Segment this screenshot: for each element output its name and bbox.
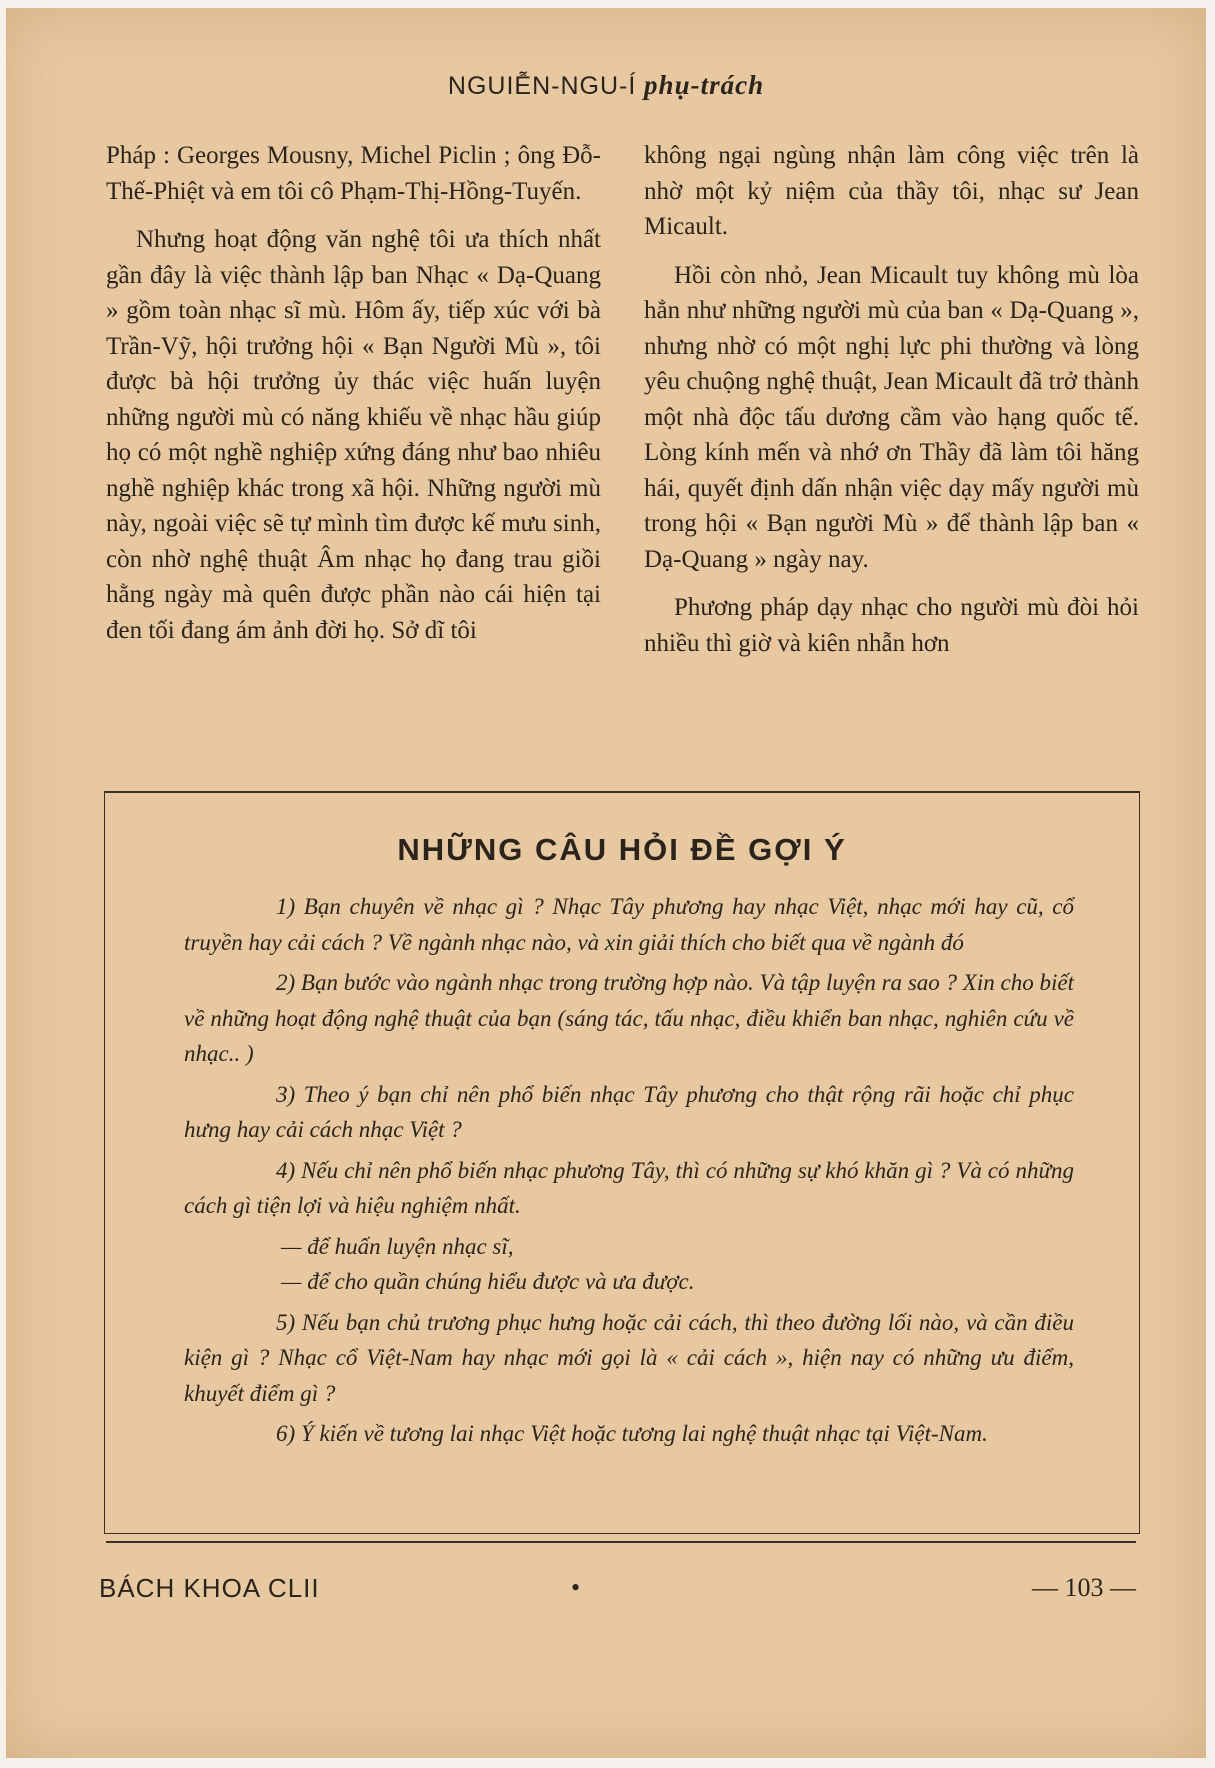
right-column xyxy=(644,138,1139,661)
magazine-issue: BÁCH KHOA CLII xyxy=(99,1573,320,1603)
questions-list xyxy=(184,889,1074,1457)
author-role: phụ-trách xyxy=(644,70,765,100)
question-1: 1) Bạn chuyên về nhạc gì ? Nhạc Tây phương hay nhạc Việt, nhạc mới hay cũ, cổ truyền hay cải cách ? Về ngành nhạc nào, và xin giải thích cho biết qua về ngành đó xyxy=(184,894,1074,955)
right-paragraph-1: không ngại ngùng nhận làm công việc trên là nhờ một kỷ niệm của thầy tôi, nhạc sư Jean Micault. xyxy=(644,142,1139,240)
question-5: 5) Nếu bạn chủ trương phục hưng hoặc cải cách, thì theo đường lối nào, và cần điều kiện gì ? Nhạc cổ Việt-Nam hay nhạc mới gọi là « cải cách », hiện nay có những ưu điểm, khuyết điểm gì ? xyxy=(184,1309,1074,1406)
footer-dot: • xyxy=(571,1573,581,1602)
right-paragraph-3: Phương pháp dạy nhạc cho người mù đòi hỏi nhiều thì giờ và kiên nhẫn hơn xyxy=(644,594,1139,657)
page-number: — 103 — xyxy=(1032,1573,1136,1602)
magazine-page xyxy=(6,8,1206,1758)
left-paragraph-1: Pháp : Georges Mousny, Michel Piclin ; ông Đỗ-Thế-Phiệt và em tôi cô Phạm-Thị-Hồng-Tuyến. xyxy=(106,142,601,205)
questions-title: NHỮNG CÂU HỎI ĐỀ GỢI Ý xyxy=(397,832,847,867)
right-paragraph-2: Hồi còn nhỏ, Jean Micault tuy không mù lòa hẳn như những người mù của ban « Dạ-Quang », nhưng nhờ có một nghị lực phi thường và lòng yêu chuộng nghệ thuật, Jean Micault đã trở thành một nhà độc tấu dương cầm vào hạng quốc tế. Lòng kính mến và nhớ ơn Thầy đã làm tôi hăng hái, quyết định dấn nhận việc dạy mấy người mù trong hội « Bạn người Mù » để thành lập ban « Dạ-Quang » ngày nay. xyxy=(644,261,1139,573)
question-6: 6) Ý kiến về tương lai nhạc Việt hoặc tương lai nghệ thuật nhạc tại Việt-Nam. xyxy=(276,1421,988,1446)
left-column xyxy=(106,138,601,648)
questions-box xyxy=(104,791,1140,1534)
footer-divider xyxy=(106,1541,1136,1543)
question-4-point-b: — để cho quần chúng hiểu được và ưa được. xyxy=(281,1269,695,1294)
author-name: NGUIỄN-NGU-Í xyxy=(447,72,637,100)
left-paragraph-2: Nhưng hoạt động văn nghệ tôi ưa thích nhất gần đây là việc thành lập ban Nhạc « Dạ-Quang » gồm toàn nhạc sĩ mù. Hôm ấy, tiếp xúc với bà Trần-Vỹ, hội trưởng hội « Bạn Người Mù », tôi được bà hội trưởng ủy thác việc huấn luyện những người mù có năng khiếu về nhạc hầu giúp họ có một nghề nghiệp xứng đáng như bao nhiêu nghề nghiệp khác trong xã hội. Những người mù này, ngoài việc sẽ tự mình tìm được kế mưu sinh, còn nhờ nghệ thuật Âm nhạc họ đang trau giồi hằng ngày mà quên được phần nào cái hiện tại đen tối đang ám ảnh đời họ. Sở dĩ tôi xyxy=(106,226,601,644)
question-4: 4) Nếu chỉ nên phổ biến nhạc phương Tây, thì có những sự khó khăn gì ? Và có những cách gì tiện lợi và hiệu nghiệm nhất. xyxy=(184,1157,1074,1218)
question-3: 3) Theo ý bạn chỉ nên phổ biến nhạc Tây phương cho thật rộng rãi hoặc chỉ phục hưng hay cải cách nhạc Việt ? xyxy=(184,1081,1074,1142)
page-header xyxy=(6,70,1206,101)
question-2: 2) Bạn bước vào ngành nhạc trong trường hợp nào. Và tập luyện ra sao ? Xin cho biết về những hoạt động nghệ thuật của bạn (sáng tác, tấu nhạc, điều khiển ban nhạc, nghiên cứu về nhạc.. ) xyxy=(184,970,1074,1066)
question-4-point-a: — để huấn luyện nhạc sĩ, xyxy=(281,1233,514,1259)
